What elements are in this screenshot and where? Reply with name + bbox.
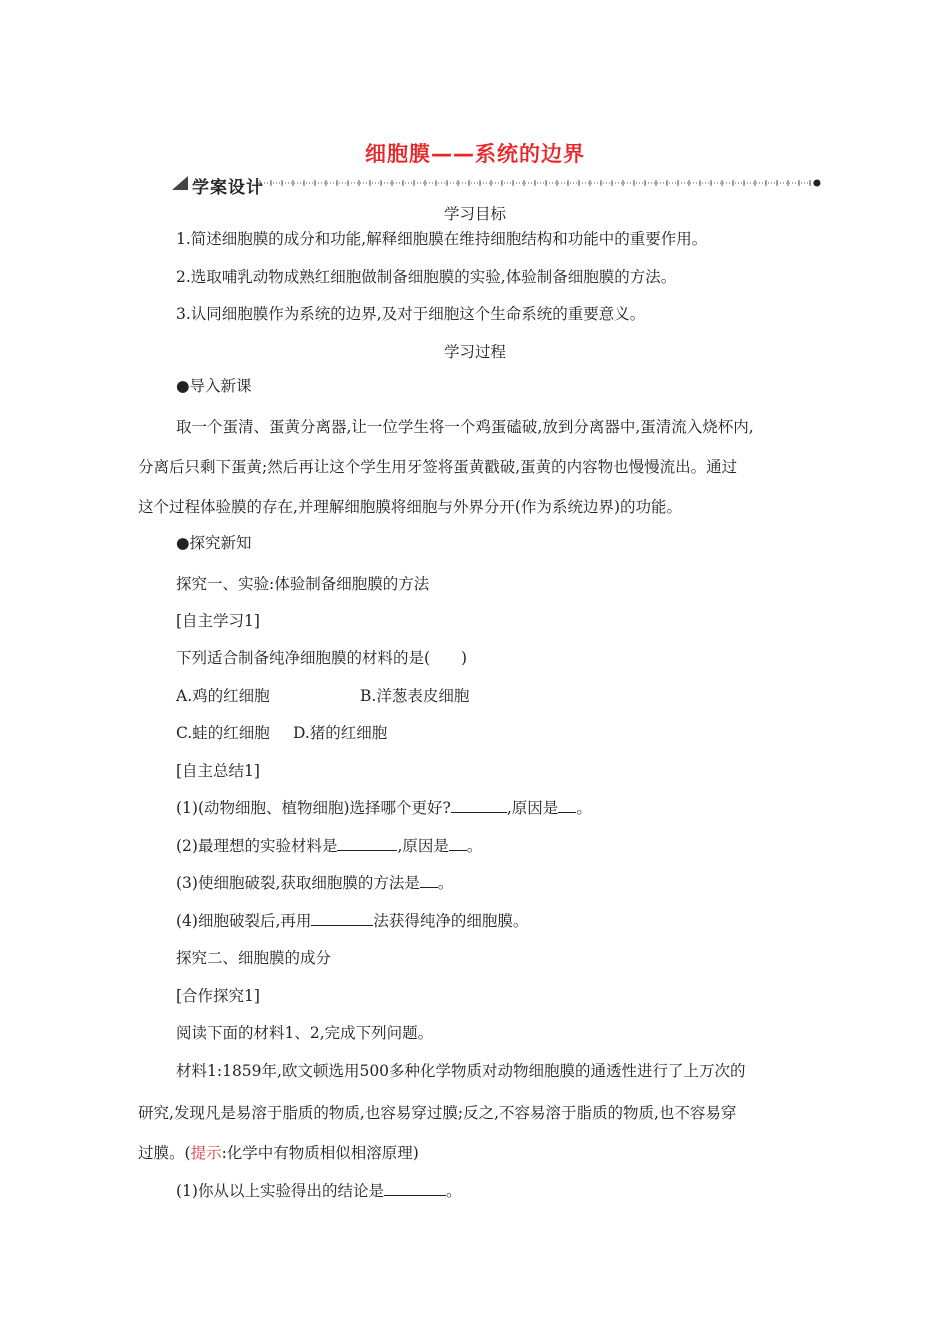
material-line-1: 材料1:1859年,欧文顿选用500多种化学物质对动物细胞膜的通透性进行了上万次的 — [176, 1062, 746, 1080]
summary-q3: (3)使细胞破裂,获取细胞膜的方法是 。 — [176, 874, 454, 892]
summary-q1-text: (1)(动物细胞、植物细胞)选择哪个更好? — [176, 799, 451, 817]
answer-blank — [337, 836, 397, 851]
intro-line-3: 这个过程体验膜的存在,并理解细胞膜将细胞与外界分开(作为系统边界)的功能。 — [138, 498, 683, 516]
question-1: (1)你从以上实验得出的结论是 。 — [176, 1182, 462, 1200]
explore1-title: 探究一、实验:体验制备细胞膜的方法 — [176, 575, 430, 593]
goal-item-2: 2.选取哺乳动物成熟红细胞做制备细胞膜的实验,体验制备细胞膜的方法。 — [176, 268, 677, 286]
dotted-rule — [258, 177, 824, 189]
answer-blank — [384, 1181, 446, 1196]
material-line-3: 过膜。(提示:化学中有物质相似相溶原理) — [138, 1144, 419, 1162]
page-title: 细胞膜——系统的边界 — [365, 142, 585, 166]
explore2-title: 探究二、细胞膜的成分 — [176, 949, 332, 967]
summary-q1: (1)(动物细胞、植物细胞)选择哪个更好? ,原因是 。 — [176, 799, 592, 817]
intro-line-1: 取一个蛋清、蛋黄分离器,让一位学生将一个鸡蛋磕破,放到分离器中,蛋清流入烧杯内, — [176, 418, 754, 436]
goal-item-1: 1.简述细胞膜的成分和功能,解释细胞膜在维持细胞结构和功能中的重要作用。 — [176, 230, 708, 248]
option-d: D.猪的红细胞 — [293, 724, 388, 742]
self-study-tag: [自主学习1] — [176, 612, 260, 630]
question-text: 下列适合制备纯净细胞膜的材料的是( ) — [176, 649, 468, 667]
answer-blank — [420, 873, 438, 888]
answer-blank — [558, 798, 576, 813]
summary-q2: (2)最理想的实验材料是 ,原因是 。 — [176, 837, 483, 855]
section-banner — [172, 173, 824, 198]
banner-label: 学案设计 — [192, 178, 264, 198]
explore-heading: ●探究新知 — [176, 534, 252, 552]
material-line-2: 研究,发现凡是易溶于脂质的物质,也容易穿过膜;反之,不容易溶于脂质的物质,也不容易穿 — [138, 1104, 737, 1122]
coop-tag: [合作探究1] — [176, 987, 260, 1005]
triangle-icon — [172, 176, 188, 190]
summary-q4-text: (4)细胞破裂后,再用 — [176, 912, 312, 930]
intro-heading: ●导入新课 — [176, 377, 252, 395]
answer-blank — [451, 798, 507, 813]
option-c: C.蛙的红细胞 — [176, 724, 270, 742]
summary-q2-text: (2)最理想的实验材料是 — [176, 837, 338, 855]
answer-blank — [311, 911, 373, 926]
intro-line-2: 分离后只剩下蛋黄;然后再让这个学生用牙签将蛋黄戳破,蛋黄的内容物也慢慢流出。通过 — [138, 458, 738, 476]
summary-q4: (4)细胞破裂后,再用 法获得纯净的细胞膜。 — [176, 912, 529, 930]
process-heading: 学习过程 — [443, 343, 506, 361]
goals-heading: 学习目标 — [443, 205, 506, 223]
option-a: A.鸡的红细胞 — [176, 687, 270, 705]
hint-label: 提示 — [190, 1144, 222, 1162]
summary-tag: [自主总结1] — [176, 762, 260, 780]
summary-q3-text: (3)使细胞破裂,获取细胞膜的方法是 — [176, 874, 420, 892]
goal-item-3: 3.认同细胞膜作为系统的边界,及对于细胞这个生命系统的重要意义。 — [176, 305, 646, 323]
answer-blank — [449, 836, 467, 851]
instruction-text: 阅读下面的材料1、2,完成下列问题。 — [176, 1024, 434, 1042]
option-b: B.洋葱表皮细胞 — [360, 687, 470, 705]
